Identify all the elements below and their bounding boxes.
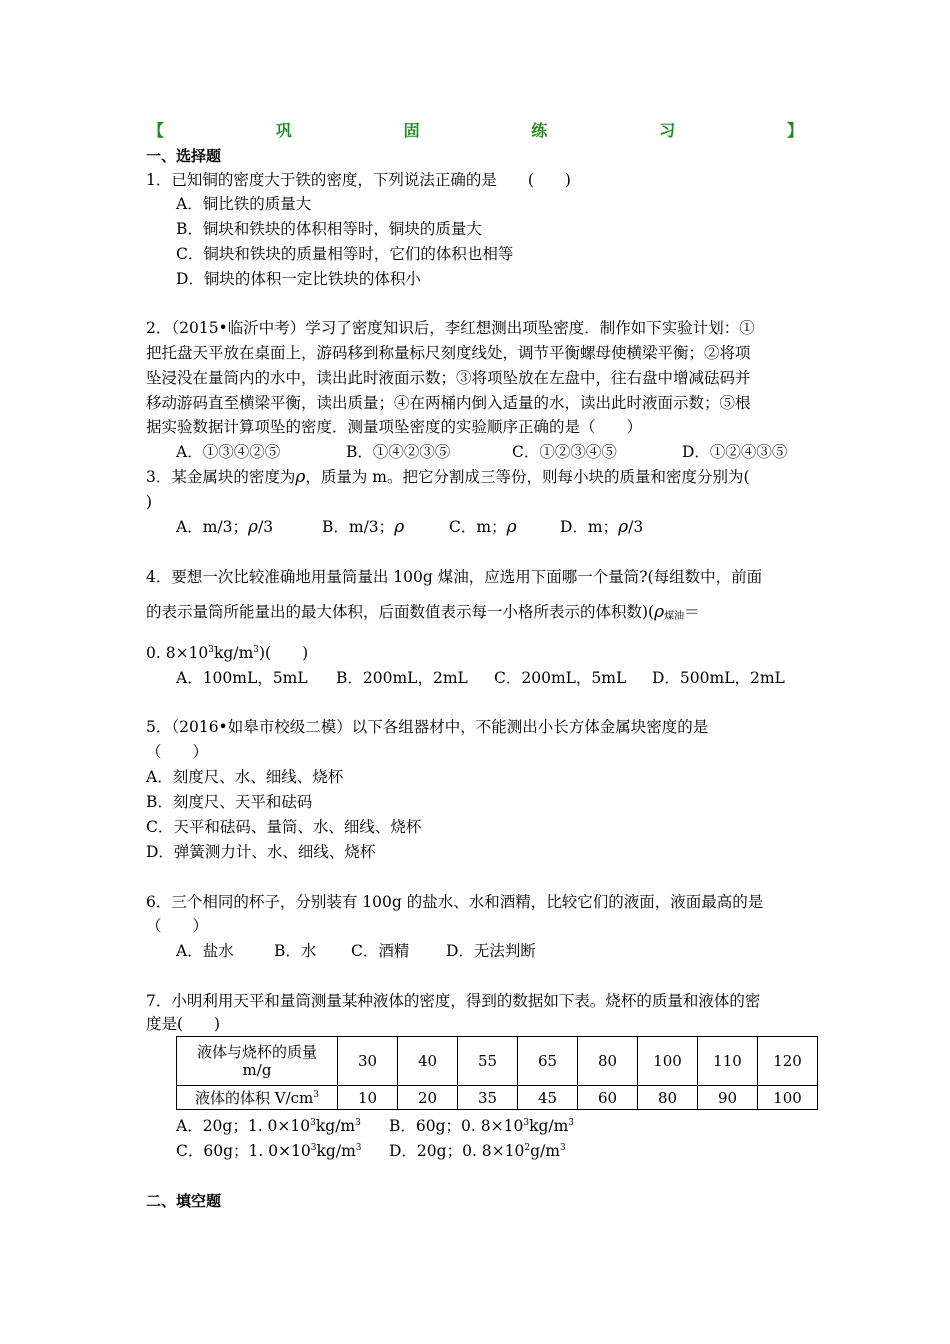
q7-option-a: A．20g；1. $0\times 10^3kg/m^3$ bbox=[176, 1117, 361, 1135]
q3-option-a: A．m/3；ρ/3 bbox=[176, 517, 274, 537]
q2-option-b: B．①④②③⑤ bbox=[346, 443, 451, 461]
q3-stem-pre: 3．某金属块的密度为 bbox=[146, 468, 296, 486]
table-header-volume: 液体的体积 $V/cm^3$ bbox=[177, 1086, 338, 1110]
q7-option-c: C．60g；1. $0\times 10^3kg/m^3$ bbox=[176, 1142, 362, 1160]
rho-symbol: ρ bbox=[618, 517, 629, 537]
q3-stem bbox=[146, 467, 750, 487]
table-cell: 100 bbox=[758, 1086, 818, 1110]
table-cell: 60 bbox=[578, 1086, 638, 1110]
q1-option-a: A．铜比铁的质量大 bbox=[176, 195, 312, 213]
table-cell: 55 bbox=[458, 1037, 518, 1086]
q2-line-3: 坠浸没在量筒内的水中，读出此时液面示数；③将项坠放在左盘中，往右盘中增减砝码并 bbox=[146, 369, 751, 387]
q5-option-d: D．弹簧测力计、水、细线、烧杯 bbox=[146, 843, 376, 861]
q2-line-4: 移动游码直至横梁平衡，读出质量；④在两桶内倒入适量的水，读出此时液面示数；⑤根 bbox=[146, 394, 751, 412]
q6-line-2: （ ） bbox=[146, 917, 209, 935]
table-header-mass: 液体与烧杯的质量 m/g bbox=[177, 1037, 338, 1086]
section-title bbox=[148, 118, 803, 142]
q1-option-b: B．铜块和铁块的体积相等时，铜块的质量大 bbox=[176, 220, 482, 238]
q6-option-a: A．盐水 bbox=[176, 942, 234, 960]
q5-line-2: （ ） bbox=[146, 743, 209, 761]
q7-line-1: 7．小明利用天平和量筒测量某种液体的密度，得到的数据如下表。烧杯的质量和液体的密 bbox=[146, 992, 761, 1010]
title-char: 练 bbox=[531, 121, 548, 140]
q4-option-d: D．500mL，2mL bbox=[652, 669, 785, 687]
table-cell: 110 bbox=[698, 1037, 758, 1086]
section-heading-choice: 一、选择题 bbox=[146, 147, 222, 165]
q7-option-b: B．60g；0. $8\times 10^3kg/m^3$ bbox=[389, 1117, 575, 1135]
q1-option-c: C．铜块和铁块的质量相等时，它们的体积也相等 bbox=[176, 245, 514, 263]
q1-option-d: D．铜块的体积一定比铁块的体积小 bbox=[176, 270, 421, 288]
rho-subscript: 煤油 bbox=[664, 611, 685, 622]
title-char: 【 bbox=[148, 121, 165, 140]
q6-option-b: B．水 bbox=[274, 942, 317, 960]
table-cell: 45 bbox=[518, 1086, 578, 1110]
q6-option-c: C．酒精 bbox=[351, 942, 410, 960]
section-heading-fill: 二、填空题 bbox=[146, 1192, 222, 1210]
title-char: 习 bbox=[659, 121, 676, 140]
q2-option-a: A．①③④②⑤ bbox=[176, 443, 281, 461]
q4-line-1: 4．要想一次比较准确地用量筒量出 100g 煤油，应选用下面哪一个量筒?(每组数中，前面 bbox=[146, 568, 763, 586]
title-char: 巩 bbox=[275, 121, 292, 140]
rho-symbol: ρ bbox=[247, 517, 258, 537]
q3-option-b: B．m/3；ρ bbox=[322, 517, 405, 537]
table-cell: 30 bbox=[338, 1037, 398, 1086]
table-row bbox=[177, 1037, 818, 1086]
q4-line-3: 0. $8\times 10^3kg/m^3$)( ) bbox=[146, 644, 309, 662]
q5-option-b: B．刻度尺、天平和砝码 bbox=[146, 793, 313, 811]
table-row bbox=[177, 1086, 818, 1110]
table-cell: 40 bbox=[398, 1037, 458, 1086]
table-cell: 120 bbox=[758, 1037, 818, 1086]
rho-symbol: ρ bbox=[506, 517, 517, 537]
table-cell: 80 bbox=[638, 1086, 698, 1110]
table-cell: 100 bbox=[638, 1037, 698, 1086]
q4-option-b: B．200mL，2mL bbox=[336, 669, 468, 687]
q3-stem-post: ，质量为 m。把它分割成三等份，则每小块的质量和密度分别为( bbox=[305, 468, 750, 486]
q4-option-a: A．100mL，5mL bbox=[176, 669, 308, 687]
q3-option-c: C．m；ρ bbox=[449, 517, 517, 537]
table-cell: 20 bbox=[398, 1086, 458, 1110]
q4-line-2: 的表示量筒所能量出的最大体积，后面数值表示每一小格所表示的体积数)($\rho_{煤油}=$ bbox=[146, 602, 700, 622]
table-cell: 90 bbox=[698, 1086, 758, 1110]
rho-symbol: ρ bbox=[654, 602, 665, 622]
rho-symbol: ρ bbox=[394, 517, 405, 537]
table-cell: 65 bbox=[518, 1037, 578, 1086]
q7-option-d: D．20g；0. $8\times 10^2g/m^3$ bbox=[389, 1142, 566, 1160]
q5-option-a: A．刻度尺、水、细线、烧杯 bbox=[146, 768, 344, 786]
title-char: 】 bbox=[786, 121, 803, 140]
table-cell: 10 bbox=[338, 1086, 398, 1110]
q2-option-d: D．①②④③⑤ bbox=[682, 443, 788, 461]
q2-line-5: 据实验数据计算项坠的密度．测量项坠密度的实验顺序正确的是（ ） bbox=[146, 418, 643, 436]
q2-line-2: 把托盘天平放在桌面上，游码移到称量标尺刻度线处，调节平衡螺母使横梁平衡；②将项 bbox=[146, 344, 751, 362]
q6-line-1: 6．三个相同的杯子，分别装有 100g 的盐水、水和酒精，比较它们的液面，液面最高的是 bbox=[146, 893, 764, 911]
q1-stem: 1．已知铜的密度大于铁的密度，下列说法正确的是 ( ) bbox=[146, 171, 571, 189]
table-cell: 35 bbox=[458, 1086, 518, 1110]
q5-option-c: C．天平和砝码、量筒、水、细线、烧杯 bbox=[146, 818, 422, 836]
q4-option-c: C．200mL，5mL bbox=[494, 669, 627, 687]
data-table bbox=[176, 1036, 818, 1110]
q3-stem-line-2: ) bbox=[146, 493, 153, 511]
table-cell: 80 bbox=[578, 1037, 638, 1086]
title-char: 固 bbox=[403, 121, 420, 140]
q6-option-d: D．无法判断 bbox=[446, 942, 536, 960]
q2-line-1: 2．（2015•临沂中考）学习了密度知识后，李红想测出项坠密度．制作如下实验计划：① bbox=[146, 319, 755, 337]
q3-option-d: D．m；ρ/3 bbox=[560, 517, 644, 537]
q7-line-2: 度是( ) bbox=[146, 1015, 221, 1033]
rho-symbol: ρ bbox=[295, 467, 306, 487]
q5-line-1: 5．（2016•如皋市校级二模）以下各组器材中，不能测出小长方体金属块密度的是 bbox=[146, 718, 709, 736]
q2-option-c: C．①②③④⑤ bbox=[512, 443, 617, 461]
